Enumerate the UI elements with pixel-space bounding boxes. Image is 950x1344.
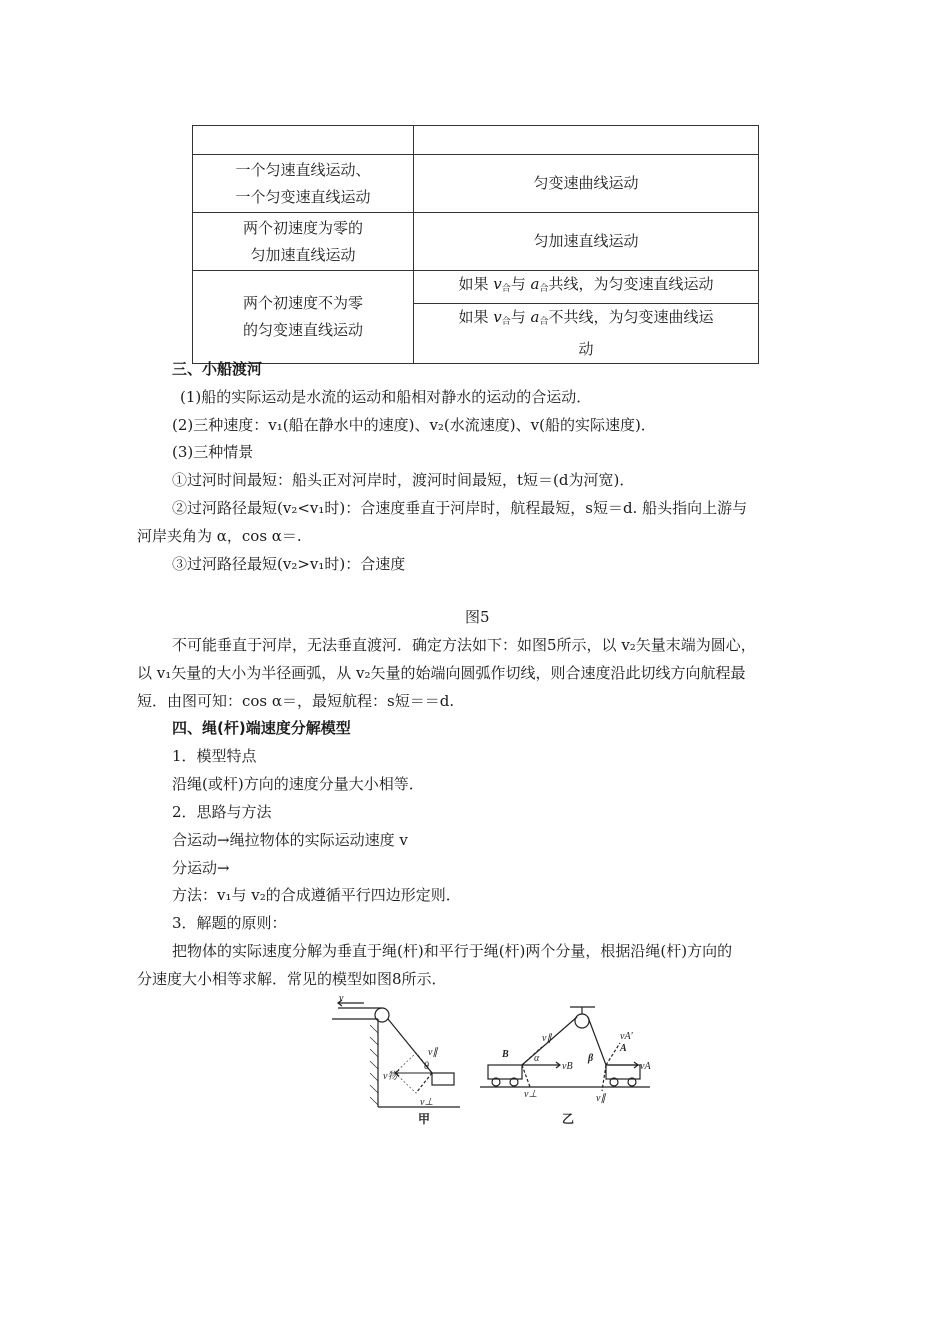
text: 不共线，为匀变速曲线运: [548, 308, 714, 326]
table-cell: [414, 126, 759, 155]
paragraph: 不可能垂直于河岸，无法垂直渡河．确定方法如下：如图5所示，以 v₂矢量末端为圆心，: [172, 636, 756, 654]
cell-line: 两个初速度为零的: [242, 218, 363, 237]
symbol-v: v: [493, 275, 502, 293]
pulley-icon: [375, 1008, 389, 1022]
cell-line: [420, 304, 752, 336]
table-row: [193, 271, 759, 304]
cell-line: 匀加速直线运动: [250, 245, 356, 264]
block: [432, 1073, 454, 1085]
cell-line: 的匀变速直线运动: [242, 321, 363, 339]
caption-left: 甲: [418, 1112, 431, 1126]
v-perp-arrow: [416, 1073, 432, 1093]
section-heading: 四、绳(杆)端速度分解模型: [172, 719, 351, 737]
label-theta: θ: [424, 1061, 429, 1072]
paragraph: ③过河路径最短(v₂>v₁时)：合速度: [172, 555, 406, 573]
motion-combination-table: [192, 125, 759, 364]
label-v-perp: v⊥: [420, 1097, 434, 1108]
paragraph: 沿绳(或杆)方向的速度分量大小相等．: [172, 775, 424, 793]
section-heading: 三、小船渡河: [172, 360, 263, 378]
cart-b: [488, 1065, 522, 1079]
paragraph: (3)三种情景: [172, 443, 254, 461]
label-v-parallel: v∥: [428, 1047, 438, 1058]
label-B: B: [502, 1049, 509, 1060]
pulley-icon: [575, 1014, 589, 1028]
table-cell: [414, 271, 759, 304]
text: 如果: [458, 308, 494, 326]
paragraph: 分速度大小相等求解．常见的模型如图8所示．: [137, 970, 447, 988]
text: 与: [510, 275, 531, 293]
cell-line: 动: [578, 340, 594, 358]
paragraph: 分运动→: [172, 859, 230, 877]
rope-rod-velocity-figure: [320, 995, 660, 1130]
paragraph: ②过河路径最短(v₂<v₁时)：合速度垂直于河岸时，航程最短，s短＝d. 船头指向上游与: [172, 499, 748, 517]
text: 共线，为匀变速直线运动: [548, 275, 714, 293]
label-beta: β: [588, 1053, 594, 1064]
cell-line: 一个匀变速直线运动: [235, 187, 371, 206]
construction-line: [395, 1073, 416, 1093]
label-vB: vB: [562, 1061, 573, 1072]
paragraph: 河岸夹角为 α，cos α＝.: [137, 527, 302, 545]
subscript: 合: [539, 317, 549, 327]
label-v-object: v物: [383, 1071, 398, 1082]
subscript: 合: [501, 317, 511, 327]
label-A: A: [620, 1043, 627, 1054]
table-cell: [193, 126, 414, 155]
caption-right: 乙: [562, 1112, 575, 1126]
subscript: 合: [501, 284, 511, 294]
table-cell: [193, 271, 414, 364]
table-header-row: [193, 126, 759, 155]
paragraph: 1．模型特点: [172, 747, 257, 765]
label-v: v: [339, 995, 344, 1004]
cell-line: 两个初速度不为零: [242, 294, 363, 312]
table-cell: 匀变速曲线运动: [414, 155, 759, 213]
figure-caption: 图5: [465, 608, 490, 626]
symbol-a: a: [530, 308, 540, 326]
hatching: [370, 1025, 378, 1105]
v-perp-arrow: [522, 1065, 530, 1087]
text: 与: [510, 308, 531, 326]
paragraph: 以 v₁矢量的大小为半径画弧，从 v₂矢量的始端向圆弧作切线，则合速度沿此切线方向航程最: [137, 664, 746, 682]
cell-line: 一个匀速直线运动、: [235, 160, 371, 179]
label-v-parallel-2: v∥: [542, 1033, 552, 1044]
paragraph: (1)船的实际运动是水流的运动和船相对静水的运动的合运动．: [180, 388, 592, 406]
table-cell: [414, 304, 759, 364]
paragraph: 方法：v₁与 v₂的合成遵循平行四边形定则．: [172, 886, 461, 904]
label-vA: vA: [640, 1061, 651, 1072]
table-row: [193, 213, 759, 271]
table-cell: 匀加速直线运动: [414, 213, 759, 271]
paragraph: 把物体的实际速度分解为垂直于绳(杆)和平行于绳(杆)两个分量，根据沿绳(杆)方向的: [172, 942, 733, 960]
paragraph: 合运动→绳拉物体的实际运动速度 v: [172, 831, 408, 849]
symbol-a: a: [530, 275, 540, 293]
label-v-parallel-3: v∥: [596, 1093, 606, 1104]
table-cell: [193, 213, 414, 271]
text: 如果: [458, 275, 494, 293]
label-alpha: α: [534, 1053, 540, 1064]
paragraph: 2．思路与方法: [172, 803, 272, 821]
table-cell: [193, 155, 414, 213]
symbol-v: v: [493, 308, 502, 326]
table-row: [193, 155, 759, 213]
vA-prime-arrow: [606, 1043, 620, 1065]
paragraph: 短．由图可知：cos α＝，最短航程：s短＝＝d.: [137, 692, 455, 710]
paragraph: (2)三种速度：v₁(船在静水中的速度)、v₂(水流速度)、v(船的实际速度)．: [172, 416, 656, 434]
subscript: 合: [539, 284, 549, 294]
label-v-perp-2: v⊥: [524, 1089, 538, 1100]
paragraph: 3．解题的原则：: [172, 914, 287, 932]
paragraph: ①过河时间最短：船头正对河岸时，渡河时间最短，t短＝(d为河宽)．: [172, 471, 635, 489]
construction-line: [395, 1053, 416, 1073]
label-vA-prime: vA′: [620, 1031, 633, 1042]
